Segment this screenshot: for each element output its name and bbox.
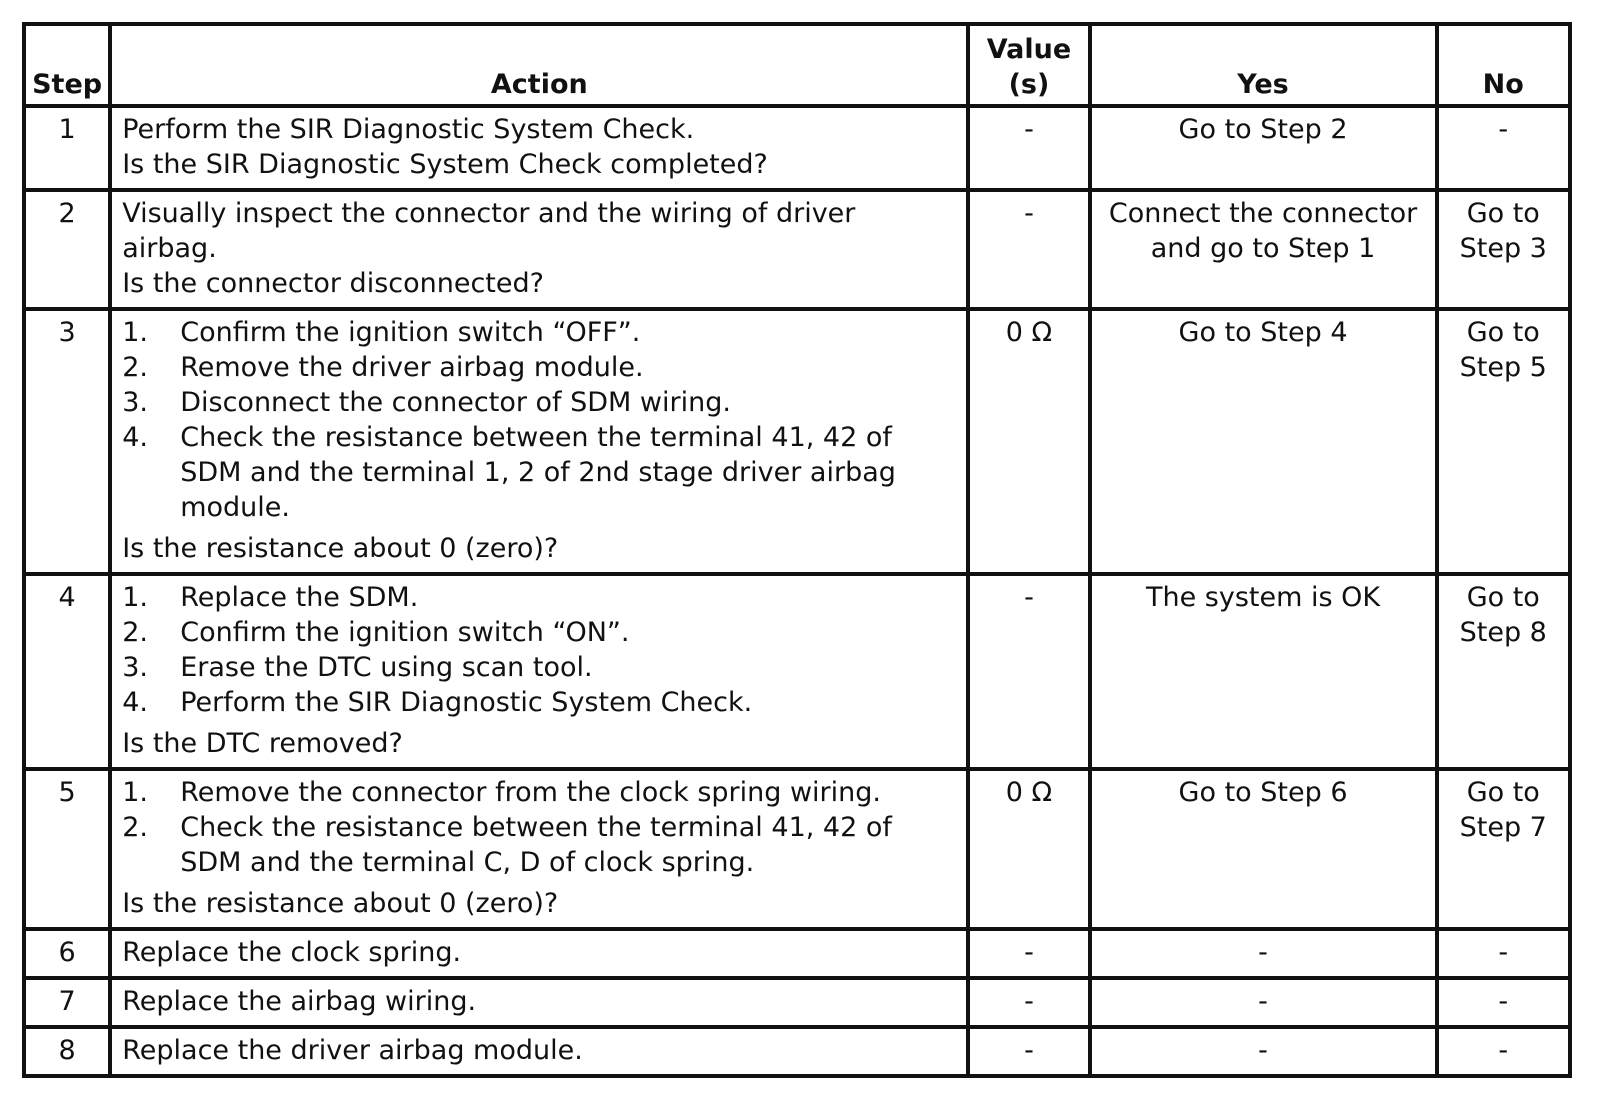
action-line: Is the connector disconnected? [122, 268, 544, 299]
no-cell: Go to Step 3 [1437, 190, 1570, 309]
diagnostic-table-container [22, 22, 1572, 1078]
action-steps-list [122, 580, 956, 720]
action-step-item: 4. Perform the SIR Diagnostic System Check. [122, 687, 753, 718]
header-step: Step [24, 24, 110, 106]
yes-cell: Go to Step 6 [1090, 769, 1437, 929]
step-number: 1 [24, 106, 110, 190]
no-cell: Go to Step 7 [1437, 769, 1570, 929]
action-line: Replace the clock spring. [122, 937, 462, 968]
action-question: Is the DTC removed? [122, 728, 403, 759]
value-cell: - [968, 106, 1089, 190]
value-cell: - [968, 978, 1089, 1027]
action-question: Is the resistance about 0 (zero)? [122, 533, 559, 564]
action-step-item: 1. Replace the SDM. [122, 582, 419, 613]
action-step-text: Check the resistance between the terminal 41, 42 of SDM and the terminal 1, 2 of 2nd stage driver airbag module. [180, 422, 896, 523]
header-value-line2: (s) [1008, 69, 1050, 100]
diagnostic-table [22, 22, 1572, 1078]
yes-cell: Go to Step 4 [1090, 309, 1437, 574]
action-step-item: 3. Disconnect the connector of SDM wiring. [122, 387, 731, 418]
action-step-item: 2. Confirm the ignition switch “ON”. [122, 617, 630, 648]
action-line: Visually inspect the connector and the wiring of driver airbag. [122, 198, 856, 264]
value-cell: - [968, 190, 1089, 309]
action-step-text: Confirm the ignition switch “ON”. [180, 617, 630, 648]
header-value-line1: Value [986, 34, 1072, 65]
step-number: 8 [24, 1027, 110, 1076]
action-step-item: 2. Check the resistance between the terminal 41, 42 of SDM and the terminal C, D of clock spring. [122, 812, 892, 878]
action-step-text: Erase the DTC using scan tool. [180, 652, 593, 683]
action-step-text: Check the resistance between the terminal 41, 42 of SDM and the terminal C, D of clock spring. [180, 812, 892, 878]
step-number: 7 [24, 978, 110, 1027]
yes-cell: - [1090, 929, 1437, 978]
action-step-item: 2. Remove the driver airbag module. [122, 352, 644, 383]
action-step-item: 4. Check the resistance between the terminal 41, 42 of SDM and the terminal 1, 2 of 2nd stage driver airbag module. [122, 422, 896, 523]
table-row [24, 769, 1570, 929]
table-header-row [24, 24, 1570, 106]
action-cell [110, 309, 968, 574]
no-cell: - [1437, 978, 1570, 1027]
table-row [24, 1027, 1570, 1076]
action-cell [110, 190, 968, 309]
action-step-text: Remove the driver airbag module. [180, 352, 644, 383]
action-step-text: Remove the connector from the clock spring wiring. [180, 777, 881, 808]
action-question: Is the resistance about 0 (zero)? [122, 888, 559, 919]
action-cell [110, 106, 968, 190]
no-cell: - [1437, 929, 1570, 978]
action-step-item: 3. Erase the DTC using scan tool. [122, 652, 593, 683]
header-no: No [1437, 24, 1570, 106]
no-cell: Go to Step 8 [1437, 574, 1570, 769]
action-step-text: Disconnect the connector of SDM wiring. [180, 387, 731, 418]
step-number: 5 [24, 769, 110, 929]
header-yes: Yes [1090, 24, 1437, 106]
no-cell: - [1437, 106, 1570, 190]
yes-cell: Go to Step 2 [1090, 106, 1437, 190]
table-row [24, 574, 1570, 769]
no-cell: Go to Step 5 [1437, 309, 1570, 574]
value-cell: - [968, 1027, 1089, 1076]
no-cell: - [1437, 1027, 1570, 1076]
action-cell [110, 978, 968, 1027]
value-cell: 0 Ω [968, 309, 1089, 574]
action-steps-list [122, 315, 956, 525]
step-number: 4 [24, 574, 110, 769]
table-row [24, 309, 1570, 574]
table-row [24, 106, 1570, 190]
table-row [24, 190, 1570, 309]
action-step-text: Confirm the ignition switch “OFF”. [180, 317, 641, 348]
value-cell: - [968, 574, 1089, 769]
action-step-item: 1. Remove the connector from the clock spring wiring. [122, 777, 881, 808]
action-cell [110, 929, 968, 978]
yes-cell: - [1090, 978, 1437, 1027]
action-step-item: 1. Confirm the ignition switch “OFF”. [122, 317, 641, 348]
yes-cell: Connect the connector and go to Step 1 [1090, 190, 1437, 309]
action-line: Perform the SIR Diagnostic System Check. [122, 114, 695, 145]
header-value [968, 24, 1089, 106]
action-cell [110, 769, 968, 929]
step-number: 2 [24, 190, 110, 309]
action-steps-list [122, 775, 956, 880]
action-step-text: Replace the SDM. [180, 582, 419, 613]
step-number: 6 [24, 929, 110, 978]
yes-cell: - [1090, 1027, 1437, 1076]
table-row [24, 929, 1570, 978]
yes-cell: The system is OK [1090, 574, 1437, 769]
action-line: Is the SIR Diagnostic System Check completed? [122, 149, 768, 180]
value-cell: 0 Ω [968, 769, 1089, 929]
table-row [24, 978, 1570, 1027]
step-number: 3 [24, 309, 110, 574]
action-cell [110, 574, 968, 769]
action-line: Replace the driver airbag module. [122, 1035, 583, 1066]
action-step-text: Perform the SIR Diagnostic System Check. [180, 687, 753, 718]
value-cell: - [968, 929, 1089, 978]
header-action: Action [110, 24, 968, 106]
action-line: Replace the airbag wiring. [122, 986, 477, 1017]
action-cell [110, 1027, 968, 1076]
